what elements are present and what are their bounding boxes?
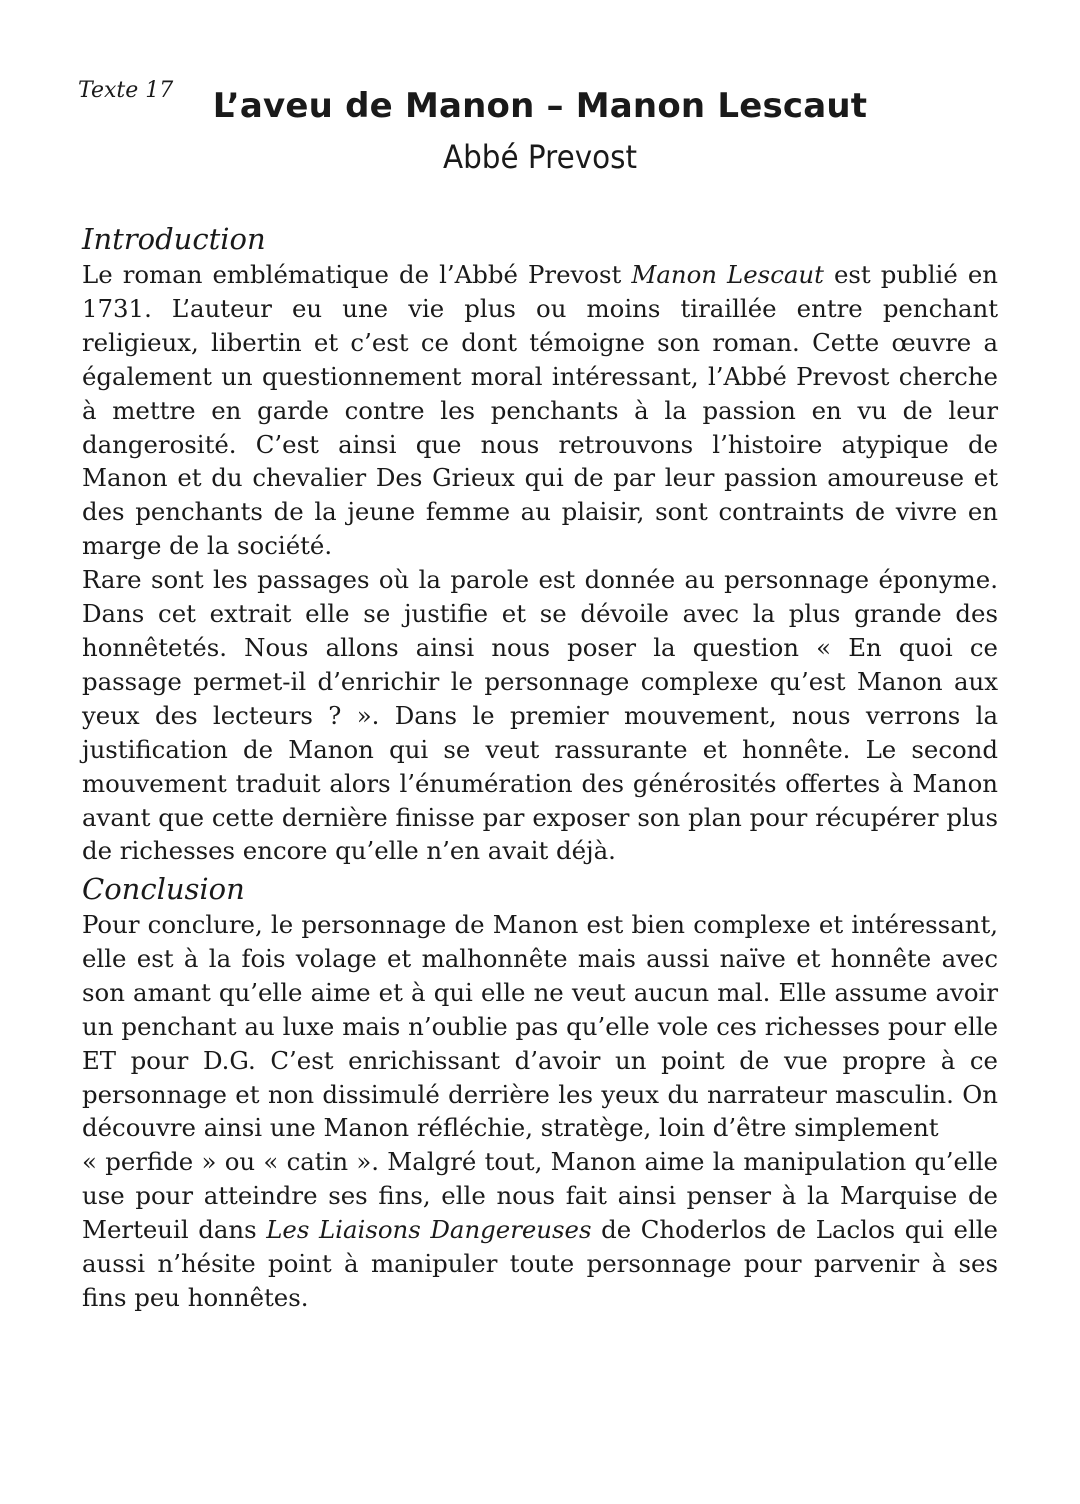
introduction-section <box>82 220 998 868</box>
text-number-label: Texte 17 <box>78 78 174 103</box>
conclusion-book-title: Les Liaisons Dangereuses <box>266 1215 592 1245</box>
introduction-heading: Introduction <box>82 222 266 256</box>
conclusion-text-c: de Choderlos de Laclos qui elle aussi n’hésite point à manipuler toute personnage pour parvenir à ses fins peu honnêtes. <box>82 1215 998 1312</box>
document-title: L’aveu de Manon – Manon Lescaut <box>212 86 868 126</box>
conclusion-text-b: « perfide » ou « catin ». Malgré tout, Manon aime la manipulation qu’elle use pour atteindre ses fins, elle nous fait ainsi penser à la Marquise de Merteuil dans <box>82 1147 998 1245</box>
document-author: Abbé Prevost <box>442 138 638 176</box>
conclusion-section <box>82 870 998 1315</box>
conclusion-paragraph-1a: Pour conclure, le personnage de Manon est bien complexe et intéressant, elle est à la fois volage et malhonnête mais aussi naïve et honnête avec son amant qu’elle aime et à qui elle ne veut aucun mal. Elle assume avoir un penchant au luxe mais n’oublie pas qu’elle vole ces richesses pour elle ET pour D.G. C’est enrichissant d’avoir un point de vue propre à ce personnage et non dissimulé derrière les yeux du narrateur masculin. On découvre ainsi une Manon réfléchie, stratège, loin d’être simplement <box>82 910 998 1143</box>
intro-book-title: Manon Lescaut <box>631 260 824 289</box>
intro-text-a: Le roman emblématique de l’Abbé Prevost <box>82 260 632 289</box>
introduction-paragraph-2: Rare sont les passages où la parole est donnée au personnage éponyme. Dans cet extrait elle se justifie et se dévoile avec la plus grande des honnêtetés. Nous allons ainsi nous poser la question « En quoi ce passage permet-il d’enrichir le personnage complexe qu’est Manon aux yeux des lecteurs ? ». Dans le premier mouvement, nous verrons la justification de Manon qui se veut rassurante et honnête. Le second mouvement traduit alors l’énumération des générosités offertes à Manon avant que cette dernière finisse par exposer son plan pour récupérer plus de richesses encore qu’elle n’en avait déjà. <box>82 565 998 866</box>
conclusion-heading: Conclusion <box>82 872 245 906</box>
conclusion-paragraph-1b <box>82 1145 998 1315</box>
introduction-paragraph-1 <box>82 258 998 563</box>
intro-text-b: est publié en 1731. L’auteur eu une vie plus ou moins tiraillée entre penchant religieux, libertin et c’est ce dont témoigne son roman. Cette œuvre a également un questionnement moral intéressant, l’Abbé Prevost cherche à mettre en garde contre les penchants à la passion en vu de leur dangerosité. C’est ainsi que nous retrouvons l’histoire atypique de Manon et du chevalier Des Grieux qui de par leur passion amoureuse et des penchants de la jeune femme au plaisir, sont contraints de vivre en marge de la société. <box>82 260 998 561</box>
